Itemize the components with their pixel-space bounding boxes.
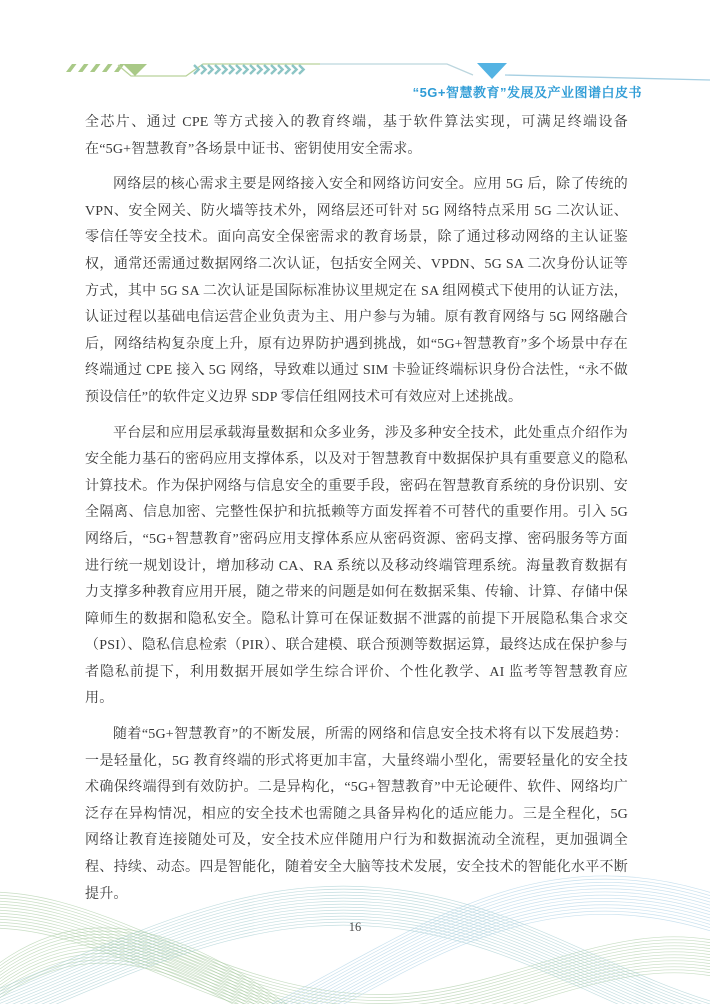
body-text — [85, 110, 628, 917]
paragraph-security-trends: 随着“5G+智慧教育”的不断发展，所需的网络和信息安全技术将有以下发展趋势：一是轻量化，5G 教育终端的形式将更加丰富，大量终端小型化，需要轻量化的安全技术确保终端得到有效防护。二是异构化，“5G+智慧教育”中无论硬件、软件、网络均广泛存在异构情况，相应的安全技术也需随之具备异构化的适应能力。三是全程化，5G 网络让教育连接随处可及，安全技术应伴随用户行为和数据流动全流程，更加强调全程、持续、动态。四是智能化，随着安全大脑等技术发展，安全技术的智能化水平不断提升。 — [85, 727, 628, 902]
paragraph-platform-application-layer: 平台层和应用层承载海量数据和众多业务，涉及多种安全技术，此处重点介绍作为安全能力基石的密码应用支撑体系，以及对于智慧教育中数据保护具有重要意义的隐私计算技术。作为保护网络与信息安全的重要手段，密码在智慧教育系统的身份识别、安全隔离、信息加密、完整性保护和抗抵赖等方面发挥着不可替代的重要作用。引入 5G 网络后，“5G+智慧教育”密码应用支撑体系应从密码资源、密码支撑、密码服务等方面进行统一规划设计，增加移动 CA、RA 系统以及移动终端管理系统。海量教育数据有力支撑多种教育应用开展，随之带来的问题是如何在数据采集、传输、计算、存储中保障师生的数据和隐私安全。隐私计算可在保证数据不泄露的前提下开展隐私集合求交（PSI）、隐私信息检索（PIR）、联合建模、联合预测等数据运算，最终达成在保护参与者隐私前提下，利用数据开展如学生综合评价、个性化教学、AI 监考等智慧教育应用。 — [85, 425, 628, 707]
header-line-mid — [320, 64, 473, 75]
blue-triangle-icon — [477, 63, 507, 79]
document-header-title: “5G+智慧教育”发展及产业图谱白皮书 — [412, 85, 642, 100]
page-number: 16 — [348, 920, 362, 934]
green-triangle-icon — [123, 64, 147, 76]
header-line-right — [505, 75, 710, 80]
wave-bundle-green — [0, 892, 710, 1004]
chevron-right-icons — [194, 65, 304, 74]
paragraph-network-layer: 网络层的核心需求主要是网络接入安全和网络访问安全。应用 5G 后，除了传统的 VPN、安全网关、防火墙等技术外，网络层还可针对 5G 网络特点采用 5G 二次认证、零信任等安全技术。面向高安全保密需求的教育场景，除了通过移动网络的主认证鉴权，通常还需通过数据网络二次认证，包括安全网关、VPDN、5G SA 二次身份认证等方式，其中 5G SA 二次认证是国际标准协议里规定在 SA 组网模式下使用的认证方法，认证过程以基础电信运营企业负责为主、用户参与为辅。原有教育网络与 5G 网络融合后，网络结构复杂度上升，原有边界防护遇到挑战，如“5G+智慧教育”多个场景中存在终端通过 CPE 接入 5G 网络，导致难以通过 SIM 卡验证终端标识身份合法性，“永不做预设信任”的软件定义边界 SDP 零信任组网技术可有效应对上述挑战。 — [85, 177, 628, 405]
green-slash-marks-icon — [66, 64, 125, 72]
paragraph-terminal-security-cont: 全芯片、通过 CPE 等方式接入的教育终端，基于软件算法实现，可满足终端设备在“5G+智慧教育”各场景中证书、密钥使用安全需求。 — [85, 115, 628, 157]
wave-bundle-teal — [0, 886, 710, 1004]
